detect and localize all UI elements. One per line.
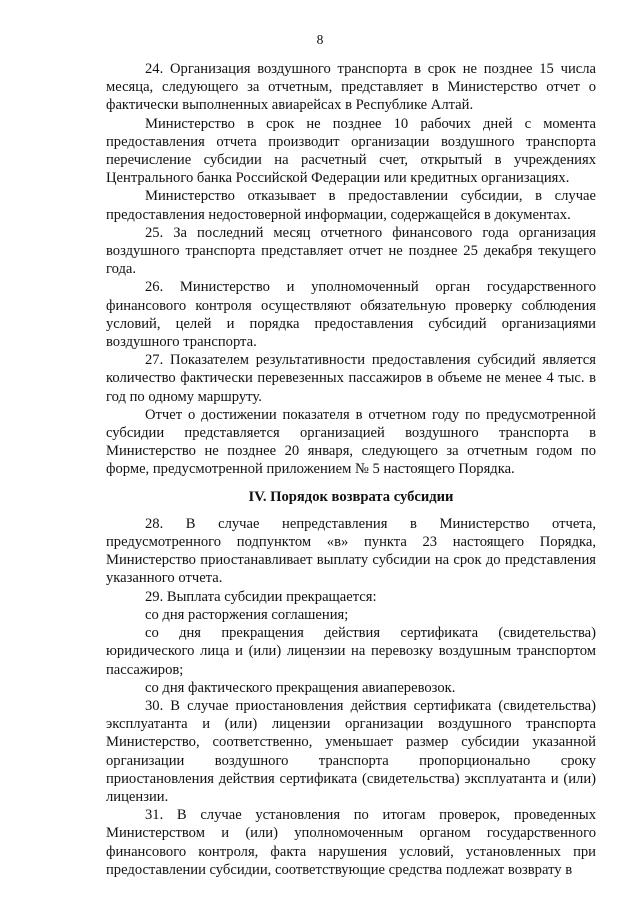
paragraph-24: 24. Организация воздушного транспорта в срок не позднее 15 числа месяца, следующего за отчетным, представляет в Министерство отчет о фактически выполненных авиарейсах в Республике Алтай. <box>106 61 596 114</box>
paragraph-31: 31. В случае установления по итогам проверок, проведенных Министерством и (или) уполномоченным органом государственного финансового контроля, факта нарушения условий, установленных при предоставлении субсидии, соответствующие средства подлежат возврату в <box>106 807 596 878</box>
paragraph-25: 25. За последний месяц отчетного финансового года организация воздушного транспорта представляет отчет не позднее 25 декабря текущего года. <box>106 224 596 278</box>
paragraph-24-transfer: Министерство в срок не позднее 10 рабочих дней с момента предоставления отчета производит организации воздушного транспорта перечисление субсидии на расчетный счет, открытый в учреждениях Центрального банка Российской Федерации или кредитных организациях. <box>106 115 596 187</box>
paragraph-29-item-2: со дня прекращения действия сертификата (свидетельства) юридического лица и (или) лицензии на перевозку воздушным транспортом пассажиров; <box>106 625 596 678</box>
paragraph-29-item-1: со дня расторжения соглашения; <box>145 606 349 623</box>
paragraph-29: 29. Выплата субсидии прекращается: <box>145 588 377 605</box>
paragraph-26: 26. Министерство и уполномоченный орган государственного финансового контроля осуществляют обязательную проверку соблюдения условий, целей и порядка предоставления субсидий организациями воздушного транспорта. <box>106 279 596 351</box>
paragraph-24-refusal: Министерство отказывает в предоставлении субсидии, в случае предоставления недостоверной информации, содержащейся в документах. <box>106 188 596 223</box>
paragraph-30: 30. В случае приостановления действия сертификата (свидетельства) эксплуатанта и (или) лицензии организации воздушного транспорта Министерство, соответственно, уменьшает размер субсидии указанной организации воздушного транспорта пропорционально сроку приостановления действия сертификата (свидетельства) эксплуатанта и (или) лицензии. <box>106 697 596 805</box>
paragraph-28: 28. В случае непредставления в Министерство отчета, предусмотренного подпунктом «в» пункта 23 настоящего Порядка, Министерство приостанавливает выплату субсидии на срок до представления указанного отчета. <box>106 515 596 587</box>
page-number: 8 <box>316 32 324 47</box>
paragraph-27-report: Отчет о достижении показателя в отчетном году по предусмотренной субсидии представляется организацией воздушного транспорта в Министерство не позднее 20 января, следующего за отчетным годом по форме, предусмотренной приложением № 5 настоящего Порядка. <box>106 406 596 478</box>
paragraph-27: 27. Показателем результативности предоставления субсидий является количество фактически перевезенных пассажиров в объеме не менее 4 тыс. в год по одному маршруту. <box>106 352 596 405</box>
document-body <box>106 60 596 879</box>
paragraph-29-item-3: со дня фактического прекращения авиаперевозок. <box>145 679 456 696</box>
section-heading: IV. Порядок возврата субсидии <box>248 488 454 505</box>
